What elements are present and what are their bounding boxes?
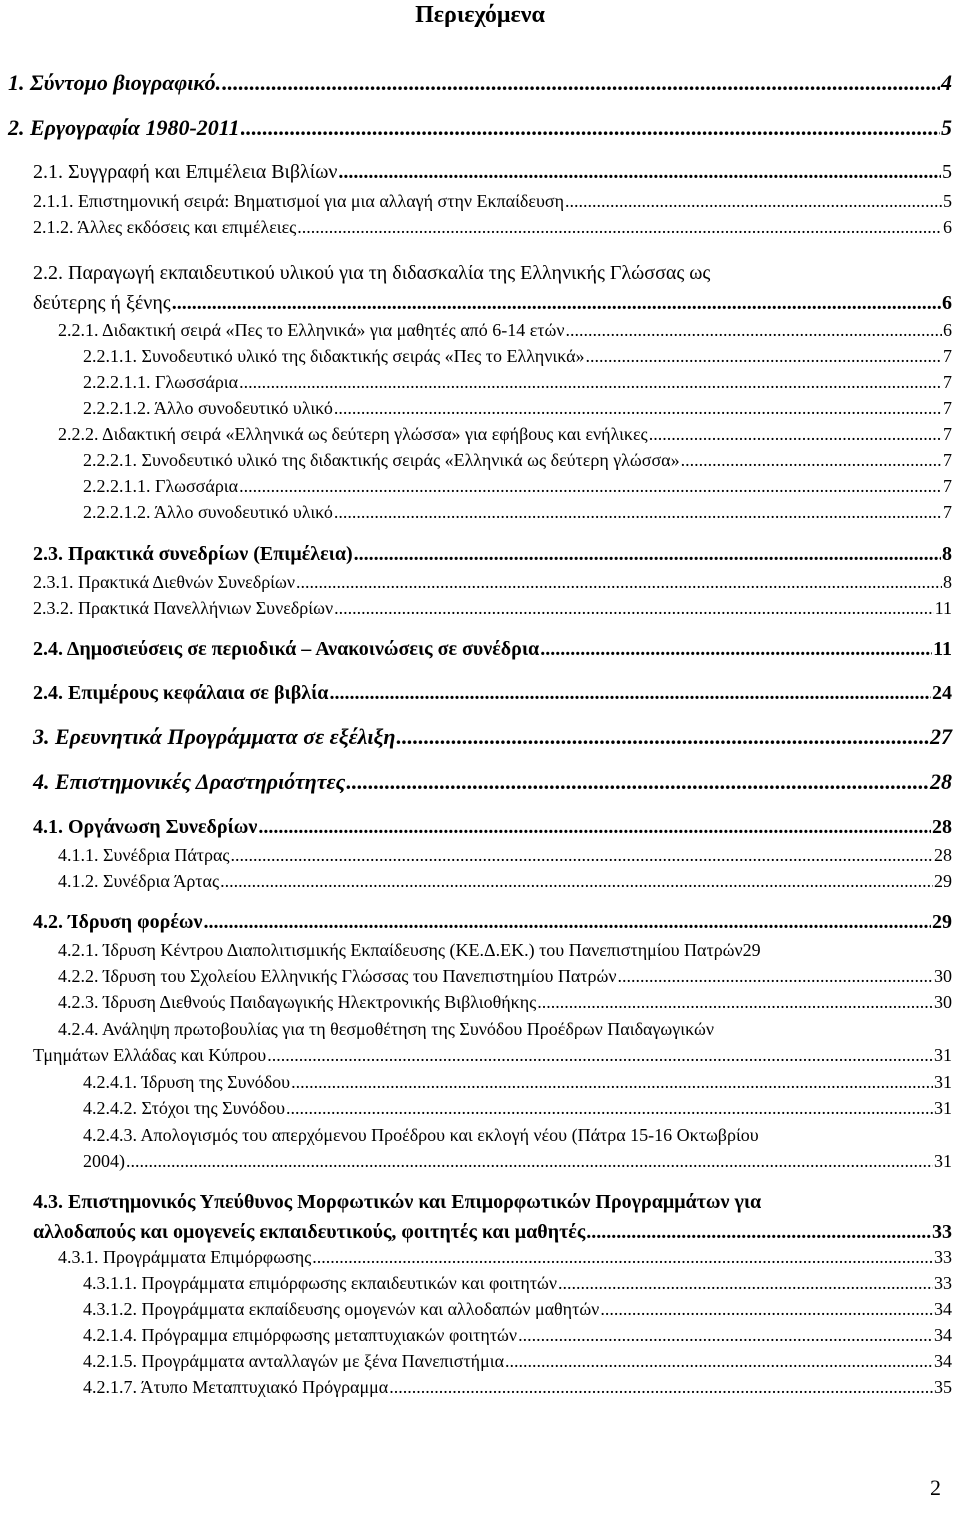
toc-entry-label: 4.1.1. Συνέδρια Πάτρας [58, 845, 230, 865]
toc-entry-label-line2: 2004) [83, 1151, 125, 1171]
toc-entry-label: 2.3.1. Πρακτικά Διεθνών Συνεδρίων [33, 572, 296, 592]
toc-entry[interactable] [83, 475, 952, 497]
toc-entry-page: 34 [934, 1351, 952, 1371]
toc-entry-label: 2.2.2. Διδακτική σειρά «Ελληνικά ως δεύτερη γλώσσα» για εφήβους και ενήλικες [58, 424, 648, 444]
toc-entry-label: 4.2.3. Ίδρυση Διεθνούς Παιδαγωγικής Ηλεκτρονικής Βιβλιοθήκης [58, 992, 537, 1012]
toc-entry-page: 6 [943, 217, 952, 237]
toc-entry-label: 1. Σύντομο βιογραφικό. [8, 70, 222, 95]
toc-entry[interactable] [33, 1016, 952, 1068]
toc-entry-page: 29 [932, 911, 952, 933]
toc-entry-label: 4.2.1.5. Προγράμματα ανταλλαγών με ξένα Πανεπιστήμια [83, 1351, 504, 1371]
toc-entry-label: 4.2.1.4. Πρόγραμμα επιμόρφωσης μεταπτυχιακών φοιτητών [83, 1325, 518, 1345]
toc-entry[interactable] [33, 543, 952, 565]
toc-entry-label: 2.3. Πρακτικά συνεδρίων (Επιμέλεια) [33, 543, 353, 565]
toc-entry[interactable] [58, 870, 952, 892]
toc-entry-page: 35 [934, 1377, 952, 1397]
toc-entry-page: 28 [932, 816, 952, 838]
toc-entry-page: 31 [934, 1072, 952, 1092]
toc-entry[interactable] [83, 1350, 952, 1372]
toc-entry-page: 7 [943, 450, 952, 470]
toc-entry-label: 4.2. Ίδρυση φορέων [33, 911, 203, 933]
toc-entry[interactable] [83, 501, 952, 523]
toc-entry[interactable] [58, 939, 952, 961]
toc-entry-label: 4. Επιστημονικές Δραστηριότητες [33, 769, 346, 794]
toc-entry[interactable] [33, 571, 952, 593]
toc-entry-label: 2.4. Δημοσιεύσεις σε περιοδικά – Ανακοινώσεις σε συνέδρια [33, 638, 540, 660]
toc-entry[interactable] [33, 1187, 952, 1249]
toc-entry-label: 2.3.2. Πρακτικά Πανελλήνιων Συνεδρίων [33, 598, 334, 618]
toc-entry[interactable] [83, 1097, 952, 1119]
toc-entry[interactable] [83, 397, 952, 419]
toc-entry[interactable] [83, 345, 952, 367]
toc-entry[interactable] [58, 423, 952, 445]
toc-entry[interactable] [33, 161, 952, 183]
toc-entry[interactable] [33, 682, 952, 704]
toc-entry-label: 2.1.2. Άλλες εκδόσεις και επιμέλειες [33, 217, 297, 237]
toc-entry-label: 4.2.1.7. Άτυπο Μεταπτυχιακό Πρόγραμμα [83, 1377, 389, 1397]
toc-entry-label: 2.2.2.1.2. Άλλο συνοδευτικό υλικό [83, 398, 333, 418]
toc-entry-page: 28 [930, 769, 952, 794]
toc-entry[interactable] [33, 816, 952, 838]
toc-entry-label: 3. Ερευνητικά Προγράμματα σε εξέλιξη [33, 724, 396, 749]
toc-entry-label: 2.2.2.1. Συνοδευτικό υλικό της διδακτικής σειράς «Ελληνικά ως δεύτερη γλώσσα» [83, 450, 680, 470]
toc-entry-page: 34 [934, 1299, 952, 1319]
toc-entry-label: 4.3.1. Προγράμματα Επιμόρφωσης [58, 1247, 312, 1267]
page-number: 2 [930, 1475, 941, 1500]
toc-entry-label: 2.2.1. Διδακτική σειρά «Πες το Ελληνικά» για μαθητές από 6-14 ετών [58, 320, 565, 340]
toc-entry-page: 24 [932, 682, 952, 704]
toc-entry[interactable] [58, 844, 952, 866]
toc-entry[interactable] [8, 117, 952, 139]
toc-entry[interactable] [33, 190, 952, 212]
toc-entry-page: 29 [934, 871, 952, 891]
toc-entry-label: 2.2.1.1. Συνοδευτικό υλικό της διδακτικής σειράς «Πες το Ελληνικά» [83, 346, 585, 366]
toc-entry-page: 8 [943, 572, 952, 592]
toc-entry[interactable] [83, 1298, 952, 1320]
toc-entry-label: 4.1. Οργάνωση Συνεδρίων [33, 816, 258, 838]
toc-entry-page: 7 [943, 346, 952, 366]
toc-entry-page: 31 [934, 1045, 952, 1065]
toc-entry[interactable] [58, 1246, 952, 1268]
toc-entry-label: 4.3.1.1. Προγράμματα επιμόρφωσης εκπαιδευτικών και φοιτητών [83, 1273, 558, 1293]
page-title: Περιεχόμενα [415, 2, 545, 28]
toc-entry-page: 29 [742, 940, 761, 960]
toc-entry-label: 4.1.2. Συνέδρια Άρτας [58, 871, 220, 891]
toc-entry-page: 7 [943, 424, 952, 444]
toc-entry-page: 7 [943, 502, 952, 522]
toc-entry-label-line1: 4.3. Επιστημονικός Υπεύθυνος Μορφωτικών και Επιμορφωτικών Προγραμμάτων για [33, 1191, 762, 1213]
toc-entry-label-line1: 4.2.4. Ανάληψη πρωτοβουλίας για τη θεσμοθέτηση της Συνόδου Προέδρων Παιδαγωγικών [58, 1019, 714, 1039]
toc-entry[interactable] [83, 1376, 952, 1398]
toc-entry[interactable] [83, 1122, 952, 1174]
toc-entry-page: 7 [943, 372, 952, 392]
toc-entry-label-line2: αλλοδαπούς και ομογενείς εκπαιδευτικούς, φοιτητές και μαθητές [33, 1221, 586, 1243]
toc-entry-page: 6 [942, 292, 952, 314]
toc-entry-page: 8 [942, 543, 952, 565]
toc-entry[interactable] [58, 319, 952, 341]
toc-entry-label: 4.2.4.1. Ίδρυση της Συνόδου [83, 1072, 291, 1092]
toc-entry[interactable] [33, 258, 952, 320]
toc-entry-page: 27 [930, 724, 952, 749]
toc-entry[interactable] [33, 771, 952, 793]
toc-entry-page: 34 [934, 1325, 952, 1345]
toc-entry[interactable] [8, 72, 952, 94]
toc-entry-page: 5 [942, 161, 952, 183]
toc-entry[interactable] [83, 1324, 952, 1346]
toc-entry-page: 7 [943, 398, 952, 418]
toc-entry[interactable] [33, 638, 952, 660]
toc-entry[interactable] [58, 991, 952, 1013]
toc-entry-label: 2.4. Επιμέρους κεφάλαια σε βιβλία [33, 682, 329, 704]
toc-entry-label-line2: δεύτερης ή ξένης [33, 292, 171, 314]
toc-entry[interactable] [33, 216, 952, 238]
toc-entry-label: 2.2.2.1.2. Άλλο συνοδευτικό υλικό [83, 502, 333, 522]
toc-entry-page: 5 [943, 191, 952, 211]
toc-entry[interactable] [33, 597, 952, 619]
toc-entry-page: 7 [943, 476, 952, 496]
toc-entry-label: 4.3.1.2. Προγράμματα εκπαίδευσης ομογενών και αλλοδαπών μαθητών [83, 1299, 600, 1319]
toc-entry-page: 31 [934, 1151, 952, 1171]
toc-entry-label: 4.2.4.2. Στόχοι της Συνόδου [83, 1098, 286, 1118]
toc-entry-page: 5 [941, 115, 952, 140]
toc-entry-page: 11 [934, 598, 952, 618]
toc-entry-label-line2: Τμημάτων Ελλάδας και Κύπρου [33, 1045, 267, 1065]
toc-entry[interactable] [58, 965, 952, 987]
toc-entry-label: 2.1.1. Επιστημονική σειρά: Βηματισμοί για μια αλλαγή στην Εκπαίδευση [33, 191, 564, 211]
toc-entry-page: 4 [941, 70, 952, 95]
toc-entry-label: 4.2.2. Ίδρυση του Σχολείου Ελληνικής Γλώσσας του Πανεπιστημίου Πατρών [58, 966, 617, 986]
toc-entry-label-line1: 2.2. Παραγωγή εκπαιδευτικού υλικού για τη διδασκαλία της Ελληνικής Γλώσσας ως [33, 262, 711, 284]
toc-entry-page: 33 [932, 1221, 952, 1243]
toc-entry-page: 33 [934, 1273, 952, 1293]
toc-entry-label: 2. Εργογραφία 1980-2011 [8, 115, 240, 140]
toc-entry-page: 30 [934, 992, 952, 1012]
toc-entry[interactable] [83, 371, 952, 393]
toc-entry[interactable] [33, 726, 952, 748]
toc-entry[interactable] [33, 911, 952, 933]
toc-entry[interactable] [83, 1272, 952, 1294]
toc-entry-page: 6 [943, 320, 952, 340]
toc-entry-page: 28 [934, 845, 952, 865]
toc-entry-label-line1: 4.2.4.3. Απολογισμός του απερχόμενου Προέδρου και εκλογή νέου (Πάτρα 15-16 Οκτωβρίου [83, 1125, 759, 1145]
toc-entry[interactable] [83, 1071, 952, 1093]
toc-entry-label: 2.2.2.1.1. Γλωσσάρια [83, 476, 239, 496]
toc-entry-label: 4.2.1. Ίδρυση Κέντρου Διαπολιτισμικής Εκπαίδευσης (ΚΕ.Δ.ΕΚ.) του Πανεπιστημίου Πατρών [58, 940, 743, 960]
toc-entry-page: 33 [934, 1247, 952, 1267]
toc-entry-label: 2.1. Συγγραφή και Επιμέλεια Βιβλίων [33, 161, 338, 183]
toc-entry-label: 2.2.2.1.1. Γλωσσάρια [83, 372, 239, 392]
toc-entry-page: 31 [934, 1098, 952, 1118]
toc-entry-page: 30 [934, 966, 952, 986]
toc-entry[interactable] [83, 449, 952, 471]
toc-entry-page: 11 [933, 638, 952, 660]
